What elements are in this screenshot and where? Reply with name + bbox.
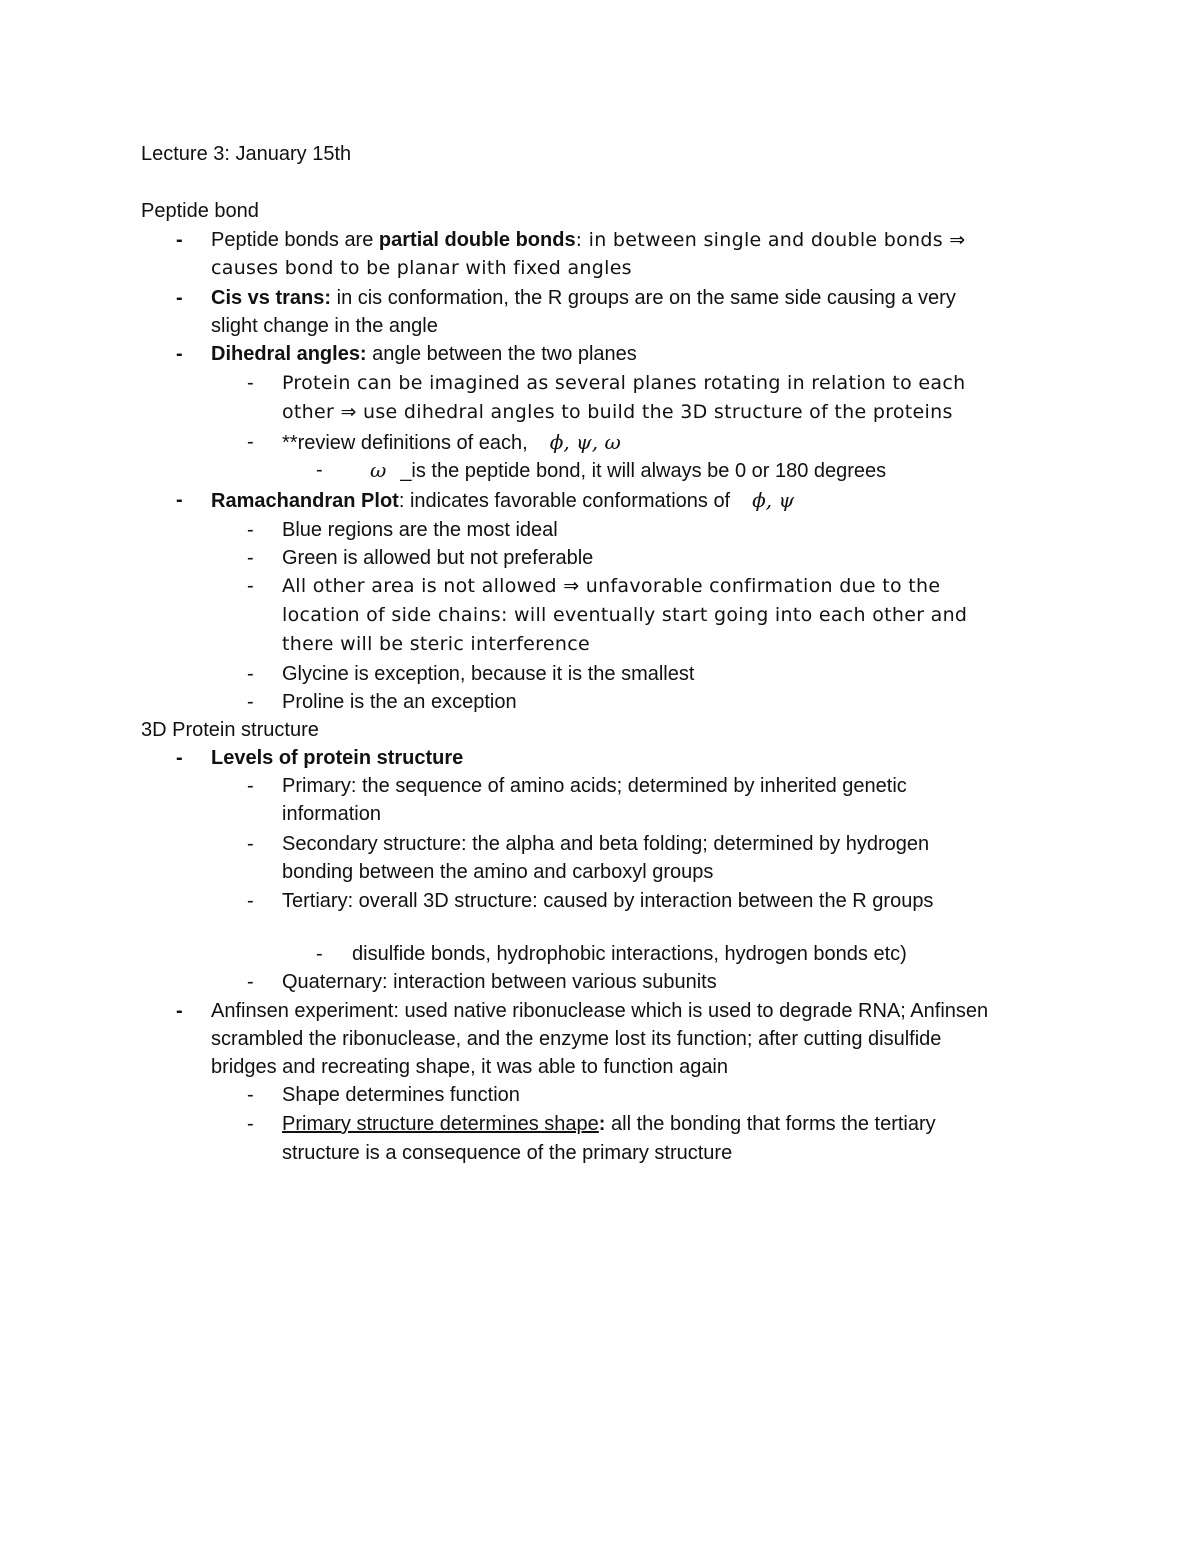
bullet-text: : in between single and double bonds ⇒ bbox=[575, 229, 966, 251]
section-heading-peptide-bond: Peptide bond bbox=[141, 200, 259, 222]
sub-bullet-dash: - bbox=[247, 833, 254, 855]
bullet-cis-vs-trans bbox=[211, 284, 956, 312]
greek-symbol-omega: ω bbox=[370, 458, 387, 482]
sub-bullet-proline: Proline is the an exception bbox=[282, 691, 517, 713]
page-title: Lecture 3: January 15th bbox=[141, 143, 352, 165]
underlined-term: Primary structure determines shape bbox=[282, 1113, 599, 1135]
bullet-dash: - bbox=[176, 489, 183, 511]
sub-bullet-planes-rotating: Protein can be imagined as several planes rotating in relation to each bbox=[282, 372, 966, 394]
sub-bullet-other-area: All other area is not allowed ⇒ unfavorable confirmation due to the bbox=[282, 575, 941, 597]
bullet-dash: - bbox=[176, 747, 183, 769]
sub-bullet-glycine: Glycine is exception, because it is the smallest bbox=[282, 663, 695, 685]
sub-bullet-dash: - bbox=[247, 775, 254, 797]
bullet-dash: - bbox=[176, 1000, 183, 1022]
sub-bullet-text: all the bonding that forms the tertiary bbox=[605, 1113, 936, 1135]
bullet-text: angle between the two planes bbox=[366, 343, 637, 365]
sub-bullet-review-definitions bbox=[282, 428, 621, 457]
bullet-dash: - bbox=[176, 343, 183, 365]
bullet-dihedral-angles bbox=[211, 340, 637, 368]
sub-bullet-continuation: structure is a consequence of the primary structure bbox=[282, 1142, 733, 1164]
sub-bullet-blue-regions: Blue regions are the most ideal bbox=[282, 519, 558, 541]
sub-bullet-dash: - bbox=[247, 519, 254, 541]
bold-term: Dihedral angles: bbox=[211, 343, 367, 365]
sub-bullet-dash: - bbox=[247, 691, 254, 713]
sub-bullet-dash: - bbox=[247, 1113, 254, 1135]
sub-bullet-dash: - bbox=[247, 1084, 254, 1106]
bold-term: Levels of protein structure bbox=[211, 747, 464, 769]
sub-bullet-green-regions: Green is allowed but not preferable bbox=[282, 547, 594, 569]
sub-bullet-dash: - bbox=[247, 431, 254, 453]
sub-bullet-dash: - bbox=[247, 575, 254, 597]
bullet-dash: - bbox=[176, 287, 183, 309]
section-heading-3d-protein-structure: 3D Protein structure bbox=[141, 719, 319, 741]
sub-bullet-continuation: location of side chains: will eventually start going into each other and bbox=[282, 604, 968, 626]
bold-term: partial double bonds bbox=[378, 229, 576, 251]
bullet-text: Peptide bonds are bbox=[211, 229, 379, 251]
sub-bullet-dash: - bbox=[247, 890, 254, 912]
bullet-continuation: bridges and recreating shape, it was able to function again bbox=[211, 1056, 729, 1078]
sub-sub-bullet-dash: - bbox=[316, 459, 323, 481]
bullet-text: in cis conformation, the R groups are on the same side causing a very bbox=[331, 287, 956, 309]
sub-bullet-secondary: Secondary structure: the alpha and beta folding; determined by hydrogen bbox=[282, 833, 930, 855]
sub-bullet-dash: - bbox=[247, 372, 254, 394]
bullet-dash: - bbox=[176, 229, 183, 251]
sub-bullet-continuation: information bbox=[282, 803, 381, 825]
greek-symbols-phi-psi: ϕ, ψ bbox=[752, 488, 795, 512]
sub-bullet-shape-determines-function: Shape determines function bbox=[282, 1084, 520, 1106]
sub-bullet-dash: - bbox=[247, 971, 254, 993]
sub-bullet-continuation: there will be steric interference bbox=[282, 633, 590, 655]
bold-colon: : bbox=[598, 1113, 606, 1135]
sub-bullet-text: **review definitions of each, bbox=[282, 432, 528, 454]
greek-symbols-phi-psi-omega: ϕ, ψ, ω bbox=[549, 430, 621, 454]
bullet-text: : indicates favorable conformations of bbox=[398, 490, 731, 512]
bullet-partial-double-bonds bbox=[211, 226, 966, 254]
sub-bullet-tertiary: Tertiary: overall 3D structure: caused by interaction between the R groups bbox=[282, 890, 934, 912]
bold-term: Cis vs trans: bbox=[211, 287, 332, 309]
sub-sub-bullet-omega bbox=[370, 456, 886, 485]
sub-sub-bullet-text: _is the peptide bond, it will always be 0 or 180 degrees bbox=[400, 460, 887, 482]
sub-bullet-dash: - bbox=[247, 663, 254, 685]
bullet-continuation: slight change in the angle bbox=[211, 315, 438, 337]
sub-bullet-dash: - bbox=[247, 547, 254, 569]
bullet-ramachandran-plot bbox=[211, 486, 794, 515]
bullet-continuation: scrambled the ribonuclease, and the enzyme lost its function; after cutting disulfide bbox=[211, 1028, 942, 1050]
sub-sub-bullet-disulfide-bonds: disulfide bonds, hydrophobic interactions, hydrogen bonds etc) bbox=[352, 943, 907, 965]
sub-bullet-continuation: other ⇒ use dihedral angles to build the 3D structure of the proteins bbox=[282, 401, 953, 423]
sub-sub-bullet-dash: - bbox=[316, 943, 323, 965]
sub-bullet-quaternary: Quaternary: interaction between various subunits bbox=[282, 971, 717, 993]
bullet-levels-of-protein-structure bbox=[211, 744, 463, 772]
bullet-continuation: causes bond to be planar with fixed angles bbox=[211, 257, 632, 279]
sub-bullet-primary: Primary: the sequence of amino acids; determined by inherited genetic bbox=[282, 775, 907, 797]
sub-bullet-primary-determines-shape bbox=[282, 1110, 936, 1138]
sub-bullet-continuation: bonding between the amino and carboxyl groups bbox=[282, 861, 714, 883]
bold-term: Ramachandran Plot bbox=[211, 490, 399, 512]
bullet-anfinsen-experiment: Anfinsen experiment: used native ribonuclease which is used to degrade RNA; Anfinsen bbox=[211, 1000, 989, 1022]
